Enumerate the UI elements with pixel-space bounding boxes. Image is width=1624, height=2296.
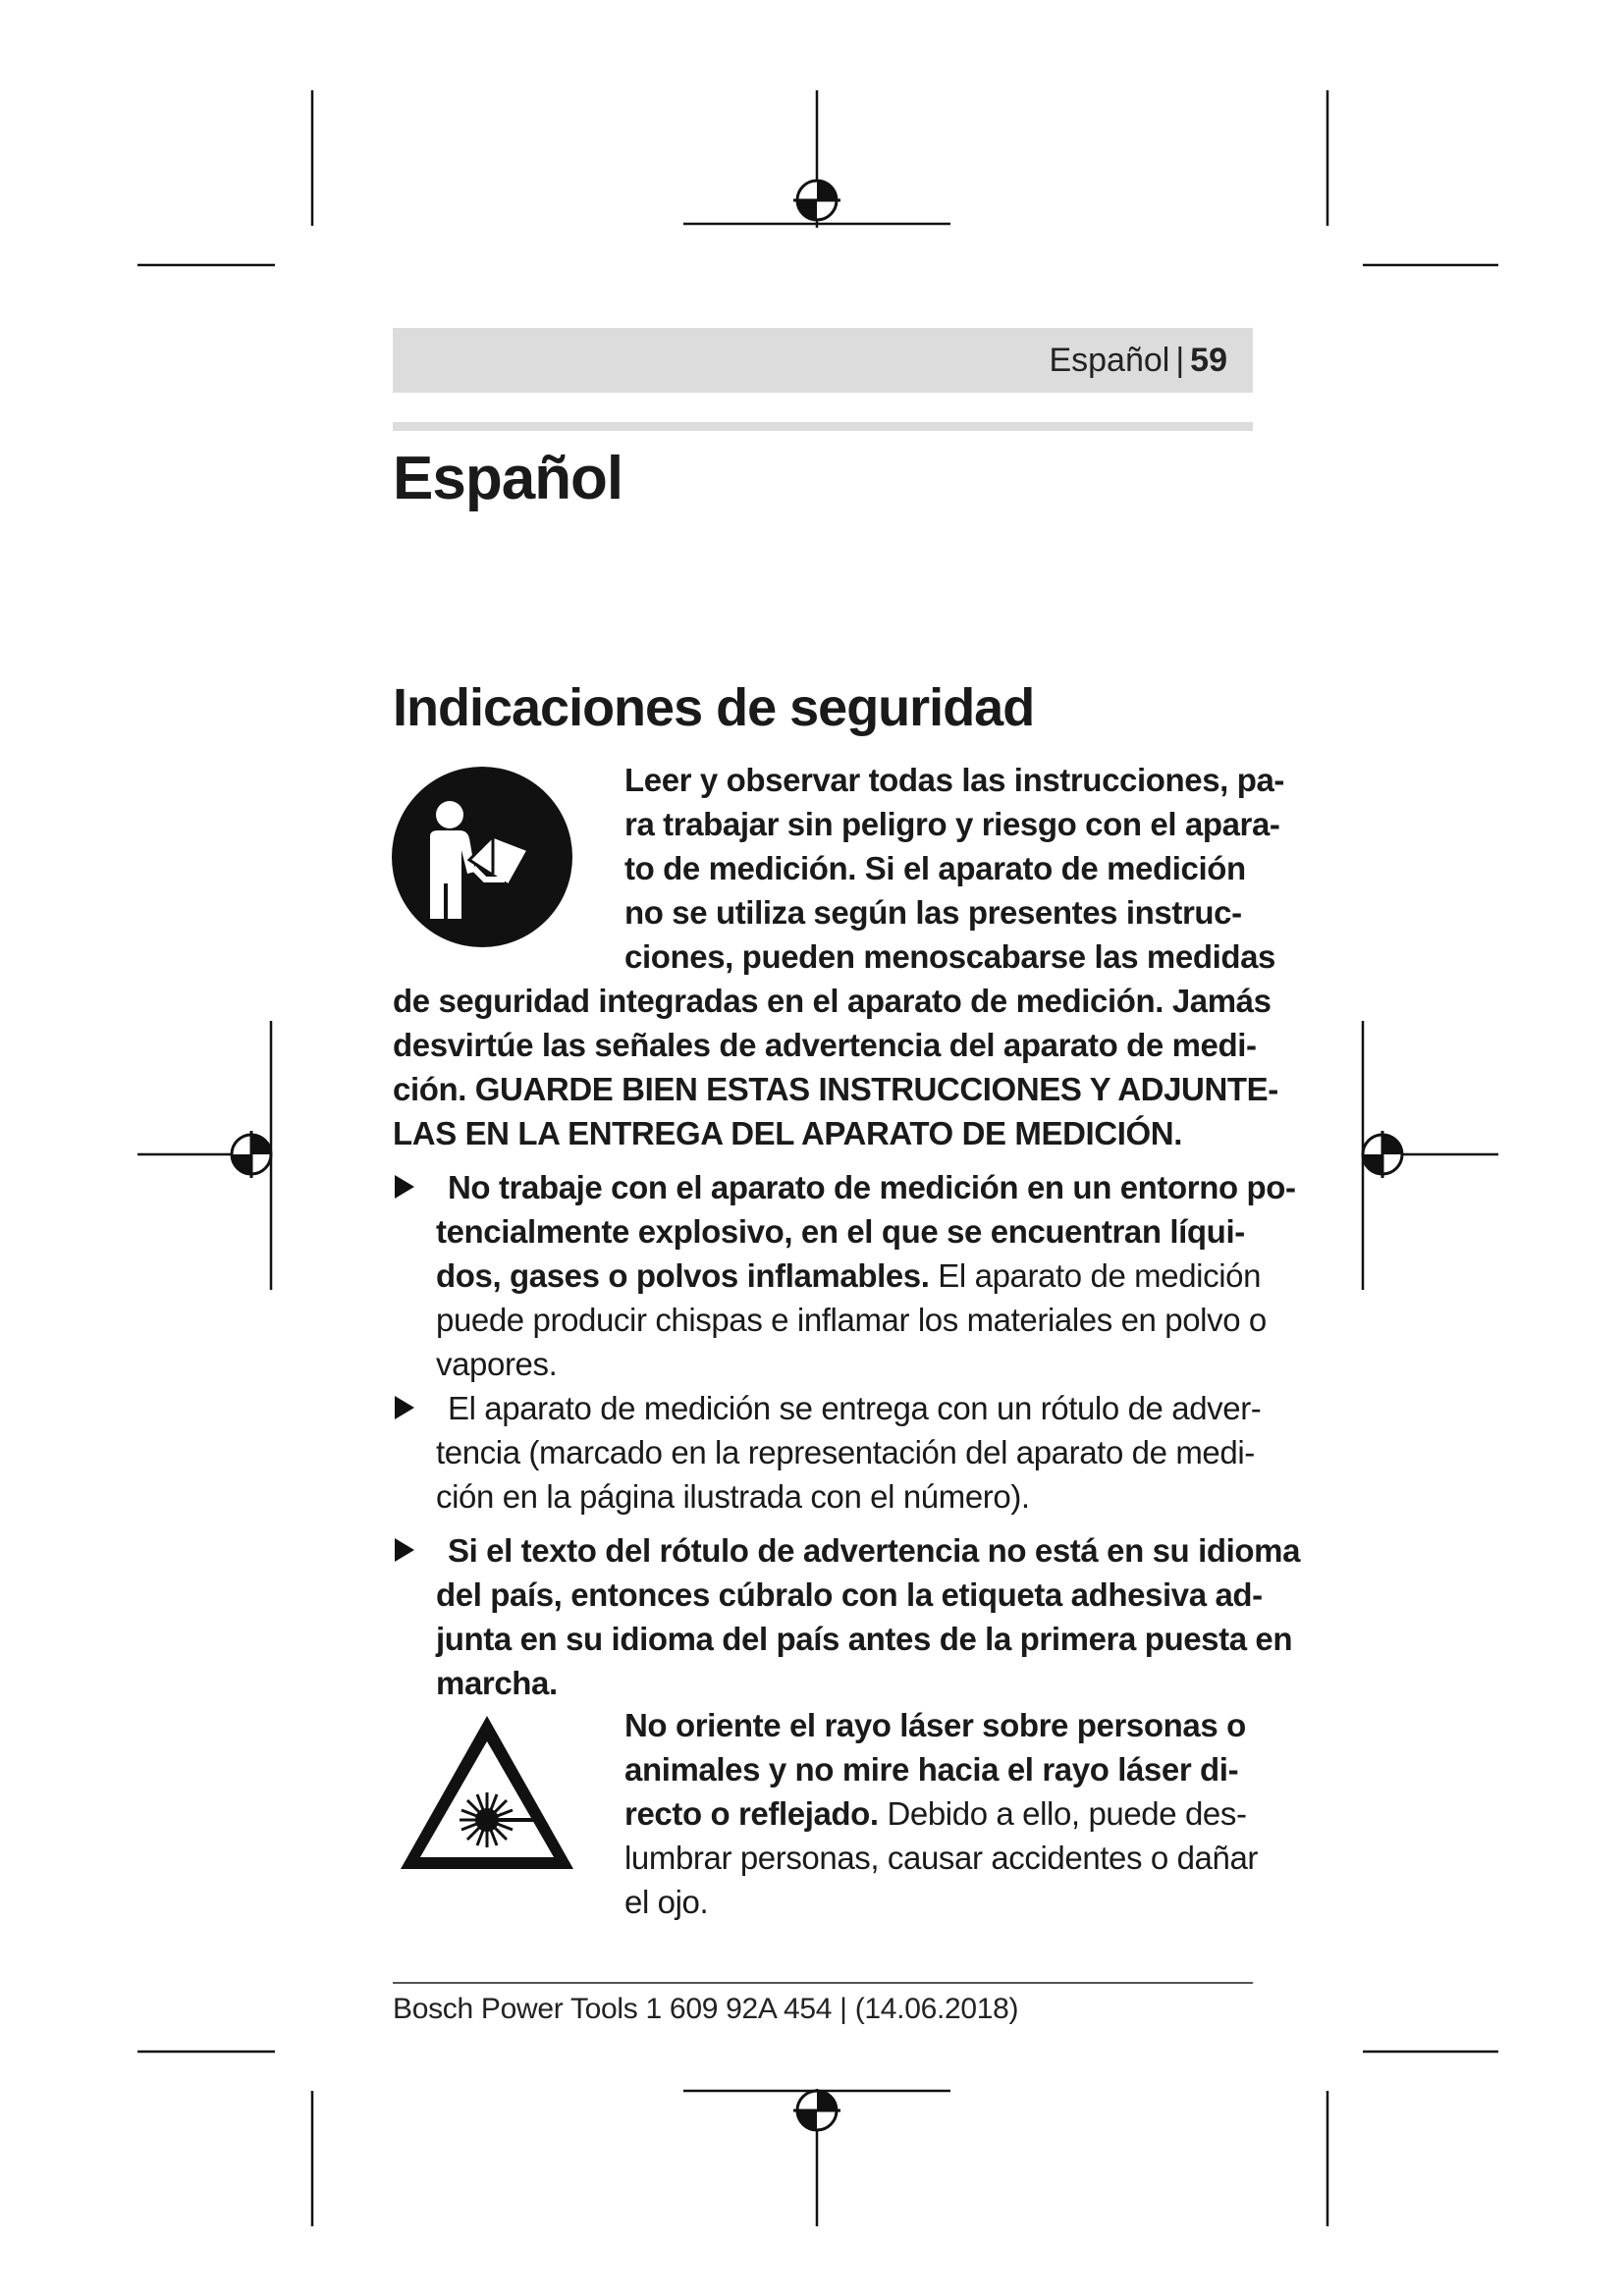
- bullet-line: [436, 1342, 557, 1386]
- bullet-line: [436, 1474, 1030, 1519]
- bullet-normal-text: El aparato de medición: [929, 1257, 1262, 1294]
- bullet-bold-text: tencialmente explosivo, en el que se encuentran líqui-: [436, 1213, 1245, 1250]
- laser-warning-icon: [397, 1710, 577, 1875]
- intro-line: desvirtúe las señales de advertencia del aparato de medi-: [393, 1027, 1257, 1063]
- triangle-bullet-icon: [395, 1175, 414, 1199]
- bullet-bold-text: dos, gases o polvos inflamables.: [436, 1257, 930, 1294]
- intro-line: Leer y observar todas las instrucciones, pa-: [624, 762, 1285, 798]
- laser-bold-text: recto o reflejado.: [624, 1795, 879, 1832]
- read-instructions-icon: [391, 766, 573, 948]
- intro-line: de seguridad integradas en el aparato de medición. Jamás: [393, 983, 1272, 1019]
- bullet-line: [436, 1430, 1255, 1474]
- registration-mark-icon: [793, 2091, 840, 2130]
- laser-line: [624, 1836, 1258, 1880]
- page-title: Español: [393, 445, 623, 512]
- bullet-line: [436, 1573, 1263, 1617]
- intro-line: ra trabajar sin peligro y riesgo con el apara-: [624, 806, 1280, 842]
- intro-line: ciones, pueden menoscabarse las medidas: [624, 938, 1276, 975]
- triangle-bullet-icon: [395, 1396, 414, 1419]
- registration-mark-icon: [1363, 1131, 1402, 1178]
- bullet-line: [436, 1254, 1261, 1298]
- bullet-bold-text: junta en su idioma del país antes de la primera puesta en: [436, 1621, 1293, 1657]
- bullet-normal-text: El aparato de medición se entrega con un rótulo de adver-: [448, 1390, 1262, 1426]
- intro-line: ción. GUARDE BIEN ESTAS INSTRUCCIONES Y ADJUNTE-: [393, 1071, 1278, 1107]
- bullet-line: [448, 1165, 1296, 1209]
- registration-mark-icon: [793, 181, 840, 220]
- page-number: 59: [1190, 342, 1227, 379]
- bullet-normal-text: ción en la página ilustrada con el número).: [436, 1478, 1030, 1515]
- bullet-bold-text: del país, entonces cúbralo con la etiqueta adhesiva ad-: [436, 1576, 1263, 1613]
- intro-line: no se utiliza según las presentes instruc-: [624, 894, 1242, 931]
- bullet-line: [448, 1386, 1261, 1430]
- footer-rule: [393, 1982, 1253, 1984]
- section-title: Indicaciones de seguridad: [393, 678, 1035, 737]
- header-rule: [393, 422, 1253, 431]
- bullet-normal-text: puede producir chispas e inflamar los materiales en polvo o: [436, 1302, 1267, 1338]
- laser-line: [624, 1791, 1247, 1836]
- laser-bold-text: animales y no mire hacia el rayo láser di-: [624, 1751, 1239, 1788]
- header-section: Español: [1049, 342, 1170, 379]
- laser-normal-text: el ojo.: [624, 1884, 709, 1920]
- intro-line: to de medición. Si el aparato de medición: [624, 850, 1246, 886]
- bullet-line: [436, 1209, 1245, 1254]
- laser-line: [624, 1747, 1238, 1791]
- bullet-normal-text: tencia (marcado en la representación del aparato de medi-: [436, 1434, 1255, 1470]
- laser-line: [624, 1880, 708, 1924]
- bullet-bold-text: marcha.: [436, 1665, 558, 1701]
- header-text: [1049, 328, 1253, 393]
- laser-bold-text: No oriente el rayo láser sobre personas o: [624, 1707, 1246, 1743]
- bullet-line: [436, 1617, 1292, 1661]
- bullet-line: [436, 1298, 1267, 1342]
- footer-text: Bosch Power Tools 1 609 92A 454 | (14.06.2018): [393, 1993, 1019, 2025]
- header-separator: |: [1175, 342, 1185, 379]
- laser-normal-text: Debido a ello, puede des-: [878, 1795, 1247, 1832]
- intro-line: LAS EN LA ENTREGA DEL APARATO DE MEDICIÓN.: [393, 1115, 1182, 1151]
- bullet-normal-text: vapores.: [436, 1346, 558, 1382]
- triangle-bullet-icon: [395, 1538, 414, 1562]
- bullet-bold-text: Si el texto del rótulo de advertencia no está en su idioma: [448, 1532, 1301, 1569]
- laser-line: [624, 1703, 1246, 1747]
- registration-mark-icon: [232, 1131, 271, 1178]
- running-header: [393, 328, 1253, 393]
- laser-normal-text: lumbrar personas, causar accidentes o dañar: [624, 1840, 1258, 1876]
- bullet-line: [436, 1661, 558, 1705]
- bullet-line: [448, 1528, 1300, 1573]
- bullet-bold-text: No trabaje con el aparato de medición en un entorno po-: [448, 1169, 1296, 1205]
